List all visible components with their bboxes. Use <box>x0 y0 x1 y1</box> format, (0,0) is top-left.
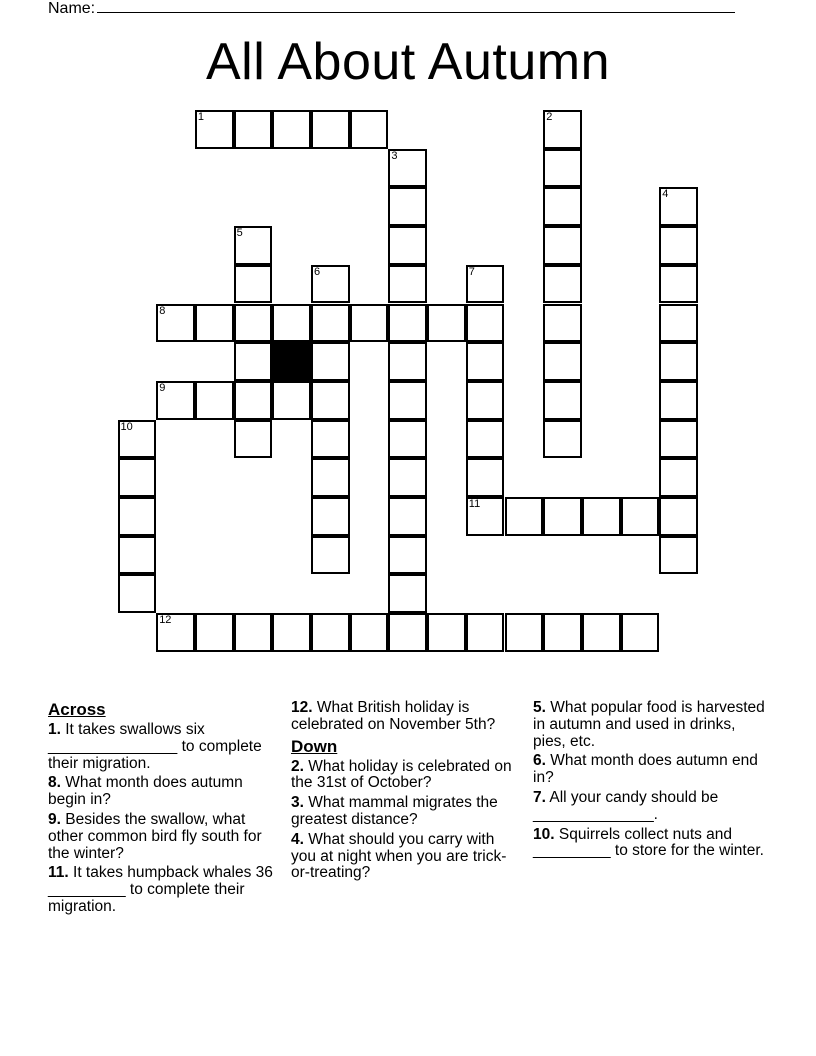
crossword-cell[interactable] <box>388 187 427 226</box>
crossword-cell[interactable] <box>659 458 698 497</box>
clue-across-11 <box>48 865 280 915</box>
clue-text: What mammal migrates the greatest distance? <box>291 794 498 828</box>
crossword-cell[interactable] <box>311 497 350 536</box>
clue-number: 8. <box>48 774 61 792</box>
crossword-cell[interactable] <box>272 381 311 420</box>
crossword-cell[interactable] <box>234 613 273 652</box>
crossword-cell[interactable] <box>505 497 544 536</box>
crossword-cell[interactable] <box>311 304 350 343</box>
clue-down-10 <box>533 827 765 861</box>
crossword-cell[interactable] <box>156 304 195 343</box>
crossword-cell[interactable] <box>466 497 505 536</box>
crossword-cell[interactable] <box>388 226 427 265</box>
crossword-cell[interactable] <box>234 110 273 149</box>
crossword-cell[interactable] <box>272 110 311 149</box>
clue-down-3 <box>291 795 523 829</box>
crossword-cell[interactable] <box>234 226 273 265</box>
crossword-cell[interactable] <box>543 304 582 343</box>
cell-number: 4 <box>662 188 669 201</box>
crossword-cell[interactable] <box>118 574 157 613</box>
clue-text: Besides the swallow, what other common bird fly south for the winter? <box>48 810 262 862</box>
clue-down-5 <box>533 700 765 750</box>
crossword-cell[interactable] <box>466 381 505 420</box>
crossword-cell[interactable] <box>466 420 505 459</box>
crossword-black-cell <box>272 342 311 381</box>
clue-text: All your candy should be ______________. <box>533 788 719 823</box>
crossword-cell[interactable] <box>466 342 505 381</box>
crossword-cell[interactable] <box>543 265 582 304</box>
clue-number: 7. <box>533 788 546 806</box>
clue-number: 1. <box>48 721 61 738</box>
clue-down-4 <box>291 832 523 882</box>
crossword-cell[interactable] <box>621 613 660 652</box>
clue-number: 12. <box>291 699 313 716</box>
crossword-cell[interactable] <box>311 265 350 304</box>
crossword-cell[interactable] <box>234 381 273 420</box>
crossword-cell[interactable] <box>543 149 582 188</box>
cell-number: 10 <box>120 420 133 433</box>
crossword-cell[interactable] <box>543 342 582 381</box>
crossword-cell[interactable] <box>543 420 582 459</box>
crossword-cell[interactable] <box>659 265 698 304</box>
clue-text: It takes swallows six _______________ to complete their migration. <box>48 721 262 772</box>
clue-text: What month does autumn end in? <box>533 752 758 787</box>
cell-number: 11 <box>468 498 481 510</box>
crossword-cell[interactable] <box>427 304 466 343</box>
clue-number: 6. <box>533 752 546 770</box>
crossword-cell[interactable] <box>659 497 698 536</box>
crossword-cell[interactable] <box>156 613 195 652</box>
crossword-cell[interactable] <box>466 613 505 652</box>
down-heading: Down <box>291 736 338 756</box>
crossword-cell[interactable] <box>582 613 621 652</box>
crossword-cell[interactable] <box>388 613 427 652</box>
cell-number: 5 <box>236 227 243 240</box>
crossword-cell[interactable] <box>466 458 505 497</box>
crossword-cell[interactable] <box>195 613 234 652</box>
crossword-cell[interactable] <box>543 613 582 652</box>
crossword-cell[interactable] <box>234 304 273 343</box>
crossword-cell[interactable] <box>427 613 466 652</box>
clue-number: 3. <box>291 794 304 812</box>
crossword-cell[interactable] <box>505 613 544 652</box>
crossword-cell[interactable] <box>388 149 427 188</box>
crossword-cell[interactable] <box>543 381 582 420</box>
crossword-cell[interactable] <box>118 458 157 497</box>
crossword-cell[interactable] <box>388 497 427 536</box>
crossword-cell[interactable] <box>311 381 350 420</box>
clue-across-1 <box>48 722 280 772</box>
crossword-cell[interactable] <box>659 226 698 265</box>
clue-number: 11. <box>48 864 69 882</box>
crossword-cell[interactable] <box>118 536 157 575</box>
crossword-cell[interactable] <box>118 420 157 459</box>
crossword-cell[interactable] <box>350 613 389 652</box>
clue-number: 9. <box>48 810 61 828</box>
crossword-cell[interactable] <box>272 304 311 343</box>
cell-number: 2 <box>546 111 553 123</box>
clue-number: 4. <box>291 830 304 848</box>
crossword-cell[interactable] <box>543 110 582 149</box>
crossword-cell[interactable] <box>659 342 698 381</box>
clues-column-3 <box>533 700 765 863</box>
cell-number: 7 <box>468 265 475 278</box>
crossword-cell[interactable] <box>659 536 698 575</box>
crossword-cell[interactable] <box>195 110 234 149</box>
crossword-cell[interactable] <box>311 420 350 459</box>
crossword-cell[interactable] <box>156 381 195 420</box>
crossword-cell[interactable] <box>311 110 350 149</box>
name-label: Name: <box>48 0 96 17</box>
crossword-cell[interactable] <box>350 304 389 343</box>
cell-number: 12 <box>159 614 172 627</box>
cell-number: 8 <box>159 304 166 317</box>
crossword-cell[interactable] <box>582 497 621 536</box>
page-title: All About Autumn <box>205 33 611 91</box>
crossword-cell[interactable] <box>388 420 427 459</box>
crossword-cell[interactable] <box>659 187 698 226</box>
crossword-cell[interactable] <box>234 265 273 304</box>
clue-text: What holiday is celebrated on the 31st of October? <box>291 757 512 792</box>
crossword-cell[interactable] <box>388 574 427 613</box>
crossword-cell[interactable] <box>388 536 427 575</box>
clue-down-7 <box>533 790 765 824</box>
clue-text: What should you carry with you at night when you are trick-or-treating? <box>291 830 507 882</box>
clue-number: 5. <box>533 699 546 716</box>
clues-column-1 <box>48 700 280 919</box>
crossword-cell[interactable] <box>311 613 350 652</box>
crossword-cell[interactable] <box>118 497 157 536</box>
clue-text: What British holiday is celebrated on November 5th? <box>291 699 496 733</box>
crossword-cell[interactable] <box>311 536 350 575</box>
crossword-cell[interactable] <box>659 381 698 420</box>
clue-across-9 <box>48 812 280 862</box>
crossword-cell[interactable] <box>621 497 660 536</box>
crossword-cell[interactable] <box>388 304 427 343</box>
crossword-cell[interactable] <box>388 342 427 381</box>
cell-number: 6 <box>314 265 321 278</box>
crossword-cell[interactable] <box>543 497 582 536</box>
clue-text: Squirrels collect nuts and _________ to store for the winter. <box>533 825 764 860</box>
clue-across-12 <box>291 700 523 734</box>
crossword-cell[interactable] <box>466 304 505 343</box>
crossword-cell[interactable] <box>350 110 389 149</box>
clue-number: 10. <box>533 825 555 843</box>
clue-number: 2. <box>291 757 304 775</box>
cell-number: 9 <box>159 381 166 394</box>
crossword-cell[interactable] <box>272 613 311 652</box>
crossword-cell[interactable] <box>388 458 427 497</box>
clue-across-8 <box>48 775 280 809</box>
clues-column-2 <box>291 700 523 885</box>
crossword-cell[interactable] <box>659 420 698 459</box>
clue-text: What popular food is harvested in autumn and used in drinks, pies, etc. <box>533 699 765 750</box>
crossword-cell[interactable] <box>195 381 234 420</box>
clue-down-2 <box>291 759 523 793</box>
crossword-cell[interactable] <box>311 458 350 497</box>
crossword-cell[interactable] <box>543 187 582 226</box>
crossword-cell[interactable] <box>234 420 273 459</box>
clue-text: It takes humpback whales 36 _________ to complete their migration. <box>48 864 273 915</box>
cell-number: 3 <box>391 149 398 162</box>
crossword-cell[interactable] <box>543 226 582 265</box>
across-heading: Across <box>48 700 106 719</box>
crossword-cell[interactable] <box>466 265 505 304</box>
crossword-cell[interactable] <box>234 342 273 381</box>
crossword-cell[interactable] <box>195 304 234 343</box>
clue-down-6 <box>533 753 765 787</box>
crossword-cell[interactable] <box>388 265 427 304</box>
cell-number: 1 <box>197 111 205 123</box>
clue-text: What month does autumn begin in? <box>48 774 243 809</box>
crossword-cell[interactable] <box>659 304 698 343</box>
crossword-cell[interactable] <box>388 381 427 420</box>
crossword-cell[interactable] <box>311 342 350 381</box>
